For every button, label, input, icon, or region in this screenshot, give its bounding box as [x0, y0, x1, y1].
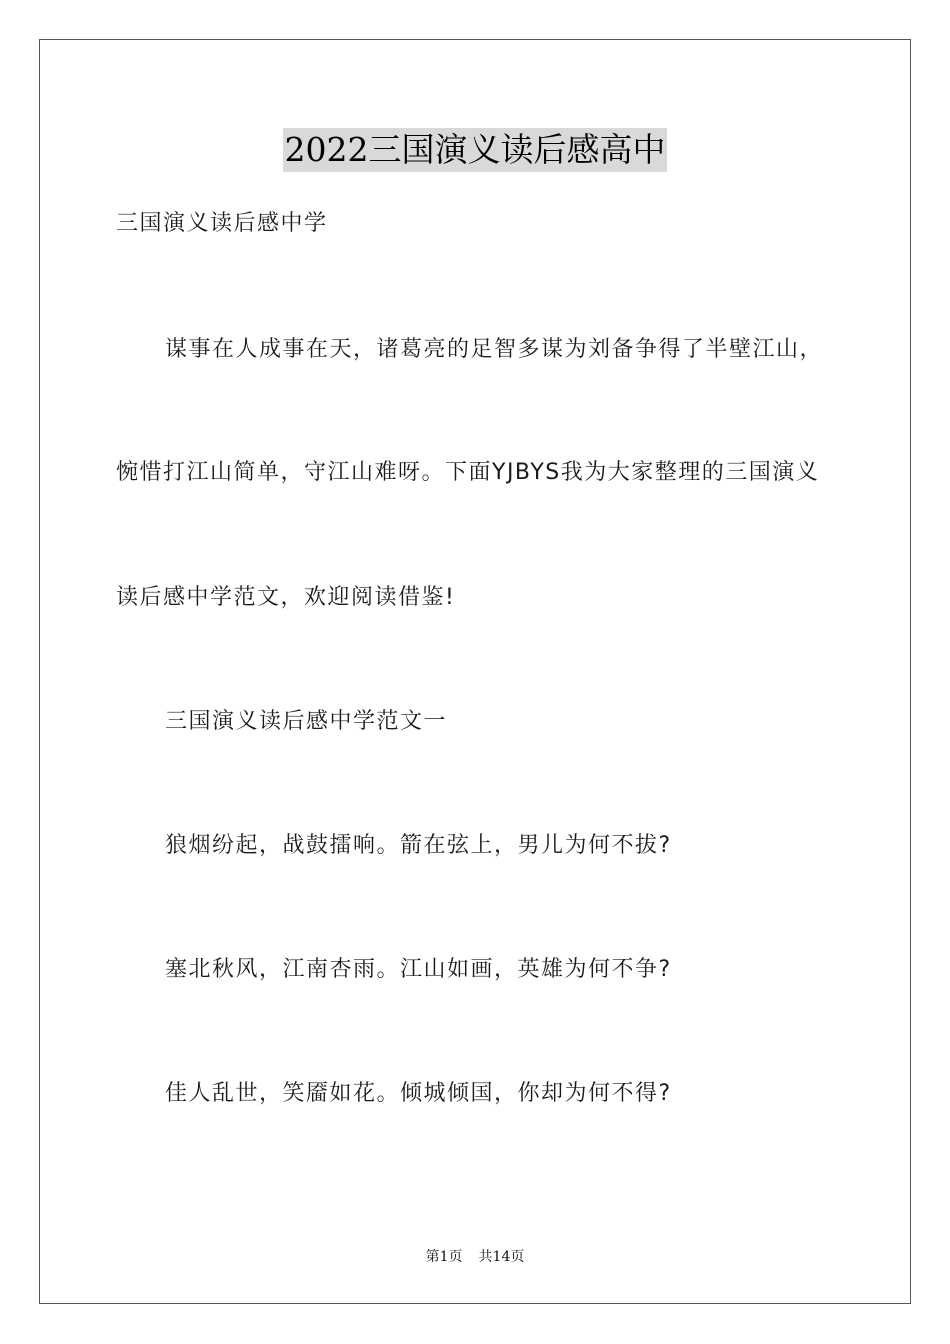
subtitle-line: 三国演义读后感中学 — [116, 211, 328, 236]
page-number: 第1页 — [425, 1249, 463, 1265]
paragraph-line: 塞北秋风，江南杏雨。江山如画，英雄为何不争? — [165, 957, 672, 982]
paragraph-line: 佳人乱世，笑靥如花。倾城倾国，你却为何不得? — [165, 1081, 672, 1106]
page-footer — [0, 1247, 950, 1267]
paragraph-line: 读后感中学范文，欢迎阅读借鉴! — [116, 585, 456, 610]
document-title: 2022三国演义读后感高中 — [283, 128, 668, 172]
title-container — [0, 128, 950, 172]
section-heading: 三国演义读后感中学范文一 — [165, 709, 448, 734]
page-total: 共14页 — [478, 1249, 525, 1265]
paragraph-line: 狼烟纷起，战鼓擂响。箭在弦上，男儿为何不拔? — [165, 833, 672, 858]
paragraph-line: 谋事在人成事在天，诸葛亮的足智多谋为刘备争得了半壁江山， — [165, 337, 824, 362]
paragraph-line: 惋惜打江山简单，守江山难呀。下面YJBYS我为大家整理的三国演义 — [116, 460, 820, 485]
